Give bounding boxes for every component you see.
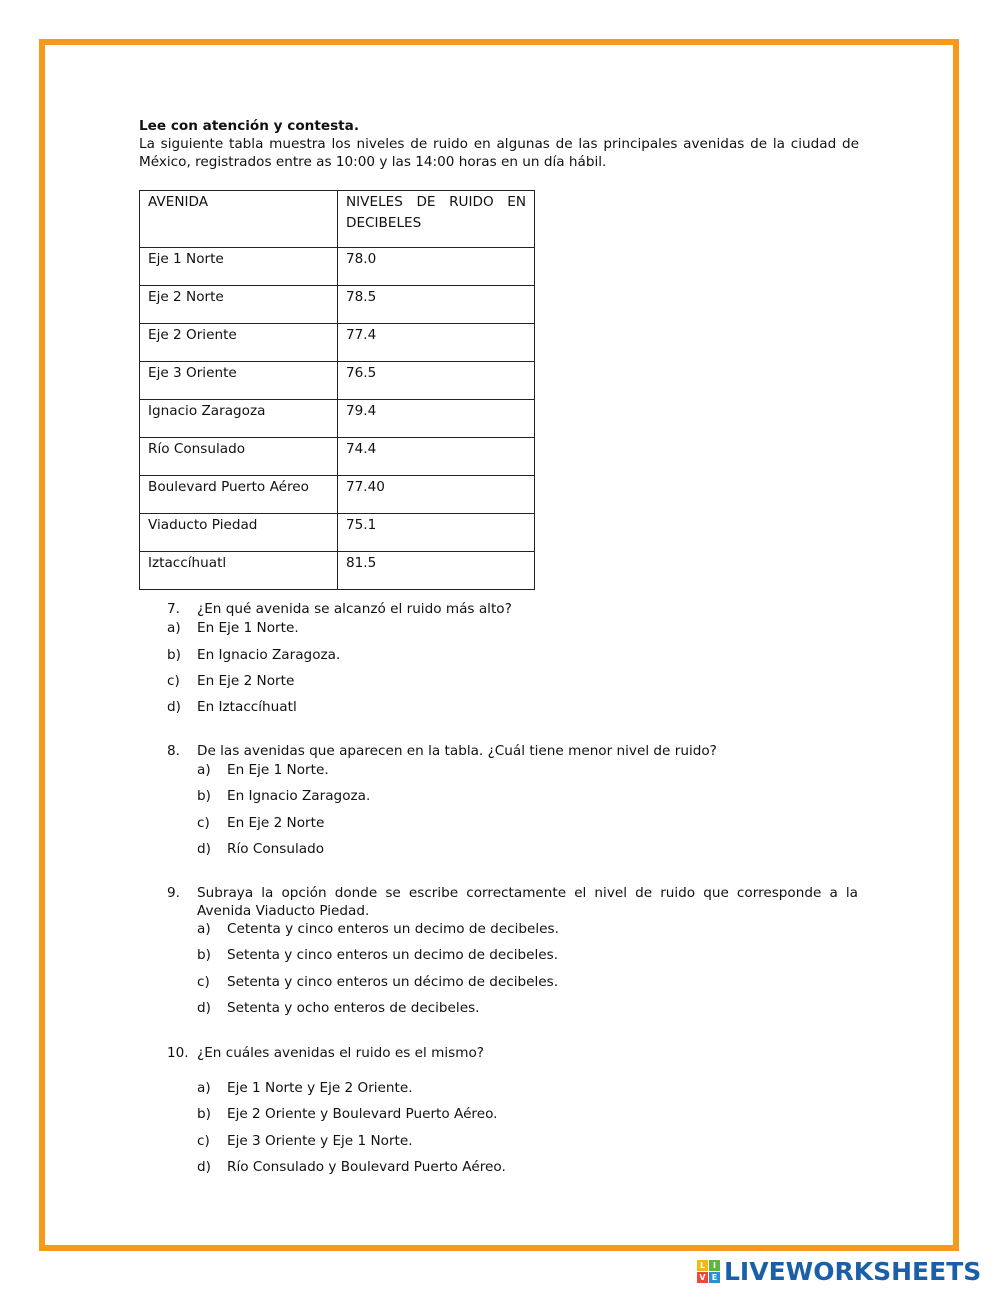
table-row [140, 400, 535, 438]
question-number: 8. [167, 743, 180, 759]
option-text: En Eje 2 Norte [227, 815, 325, 831]
option-text: En Iztaccíhuatl [197, 699, 297, 715]
option-text: En Ignacio Zaragoza. [227, 788, 371, 804]
avenue-cell: Eje 2 Oriente [140, 324, 338, 362]
answer-option[interactable] [197, 787, 370, 805]
noise-cell: 81.5 [338, 552, 535, 590]
option-text: En Ignacio Zaragoza. [197, 647, 341, 663]
logo-mark-tile: I [709, 1260, 720, 1271]
answer-option[interactable] [197, 1158, 506, 1176]
option-letter: c) [197, 815, 210, 831]
instructions-heading: Lee con atención y contesta. [139, 118, 359, 134]
answer-option[interactable] [167, 619, 299, 637]
question-number: 9. [167, 885, 180, 901]
logo-mark-tile: E [709, 1272, 720, 1283]
option-text: Eje 2 Oriente y Boulevard Puerto Aéreo. [227, 1106, 498, 1122]
answer-option[interactable] [197, 999, 479, 1017]
option-text: Río Consulado [227, 841, 325, 857]
header-niveles: NIVELES DE RUIDO EN DECIBELES [338, 191, 535, 248]
option-text: Cetenta y cinco enteros un decimo de decibeles. [227, 921, 559, 937]
logo-mark-tile: L [697, 1260, 708, 1271]
option-letter: a) [197, 762, 211, 778]
table-row [140, 438, 535, 476]
question-text: De las avenidas que aparecen en la tabla. ¿Cuál tiene menor nivel de ruido? [197, 743, 717, 759]
liveworksheets-logo[interactable] [697, 1257, 981, 1285]
option-letter: b) [197, 947, 211, 963]
option-letter: b) [167, 647, 181, 663]
header-avenida: AVENIDA [140, 191, 338, 248]
answer-option[interactable] [197, 1132, 413, 1150]
table-row [140, 514, 535, 552]
question-text: ¿En qué avenida se alcanzó el ruido más alto? [197, 601, 512, 617]
question-number: 10. [167, 1045, 189, 1061]
answer-option[interactable] [197, 1105, 498, 1123]
option-letter: b) [197, 788, 211, 804]
option-letter: c) [197, 1133, 210, 1149]
avenue-cell: Viaducto Piedad [140, 514, 338, 552]
answer-option[interactable] [167, 646, 340, 664]
option-letter: c) [197, 974, 210, 990]
option-letter: c) [167, 673, 180, 689]
answer-option[interactable] [167, 672, 294, 690]
option-letter: d) [197, 1000, 211, 1016]
option-letter: a) [167, 620, 181, 636]
option-letter: d) [167, 699, 181, 715]
question-number: 7. [167, 601, 180, 617]
intro-paragraph: La siguiente tabla muestra los niveles de ruido en algunas de las principales avenidas de la ciudad de México, registrados entre as 10:00 y las 14:00 horas en un día hábil. [139, 136, 859, 170]
avenue-cell: Eje 1 Norte [140, 248, 338, 286]
table-header-row [140, 191, 535, 248]
option-text: Setenta y ocho enteros de decibeles. [227, 1000, 480, 1016]
logo-mark-tile: V [697, 1272, 708, 1283]
table-row [140, 552, 535, 590]
question-text: Subraya la opción donde se escribe correctamente el nivel de ruido que corresponde a la Avenida Viaducto Piedad. [197, 885, 858, 919]
option-letter: b) [197, 1106, 211, 1122]
table-row [140, 324, 535, 362]
noise-cell: 77.4 [338, 324, 535, 362]
answer-option[interactable] [167, 698, 297, 716]
noise-table [139, 190, 535, 590]
avenue-cell: Eje 2 Norte [140, 286, 338, 324]
option-letter: a) [197, 921, 211, 937]
avenue-cell: Iztaccíhuatl [140, 552, 338, 590]
option-text: En Eje 1 Norte. [227, 762, 329, 778]
noise-cell: 75.1 [338, 514, 535, 552]
avenue-cell: Eje 3 Oriente [140, 362, 338, 400]
question-9 [167, 884, 859, 920]
noise-cell: 79.4 [338, 400, 535, 438]
option-text: En Eje 2 Norte [197, 673, 295, 689]
option-text: Eje 3 Oriente y Eje 1 Norte. [227, 1133, 413, 1149]
avenue-cell: Ignacio Zaragoza [140, 400, 338, 438]
option-letter: d) [197, 841, 211, 857]
noise-cell: 78.0 [338, 248, 535, 286]
answer-option[interactable] [197, 814, 324, 832]
option-letter: a) [197, 1080, 211, 1096]
table-row [140, 286, 535, 324]
noise-cell: 74.4 [338, 438, 535, 476]
noise-cell: 78.5 [338, 286, 535, 324]
noise-cell: 77.40 [338, 476, 535, 514]
table-row [140, 248, 535, 286]
answer-option[interactable] [197, 946, 558, 964]
option-text: Setenta y cinco enteros un decimo de decibeles. [227, 947, 559, 963]
option-text: En Eje 1 Norte. [197, 620, 299, 636]
table-row [140, 362, 535, 400]
option-letter: d) [197, 1159, 211, 1175]
answer-option[interactable] [197, 761, 329, 779]
avenue-cell: Boulevard Puerto Aéreo [140, 476, 338, 514]
answer-option[interactable] [197, 840, 324, 858]
noise-cell: 76.5 [338, 362, 535, 400]
table-row [140, 476, 535, 514]
question-text: ¿En cuáles avenidas el ruido es el mismo? [197, 1045, 485, 1061]
answer-option[interactable] [197, 920, 559, 938]
avenue-cell: Río Consulado [140, 438, 338, 476]
logo-mark-icon [697, 1260, 720, 1283]
answer-option[interactable] [197, 1079, 413, 1097]
option-text: Eje 1 Norte y Eje 2 Oriente. [227, 1080, 413, 1096]
answer-option[interactable] [197, 973, 558, 991]
worksheet-content [139, 117, 859, 590]
logo-text: LIVEWORKSHEETS [724, 1256, 982, 1286]
option-text: Río Consulado y Boulevard Puerto Aéreo. [227, 1159, 506, 1175]
option-text: Setenta y cinco enteros un décimo de decibeles. [227, 974, 559, 990]
